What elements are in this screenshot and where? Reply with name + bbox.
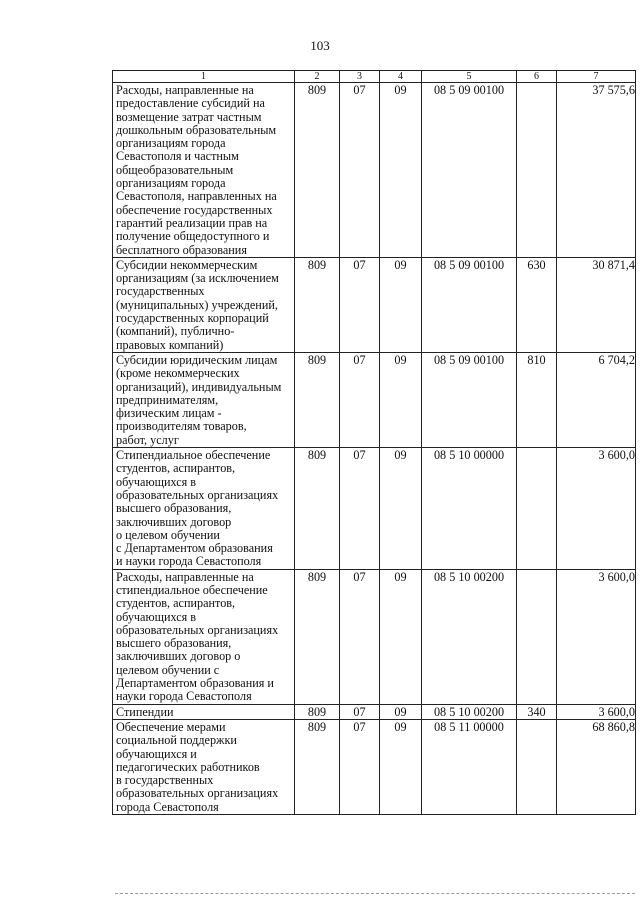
page-number: 103 <box>310 38 330 53</box>
cell-target-article: 08 5 10 00200 <box>422 704 517 719</box>
cell-amount: 30 871,4 <box>557 257 636 352</box>
cell-target-article: 08 5 11 00000 <box>422 719 517 814</box>
cell-amount: 3 600,0 <box>557 569 636 704</box>
row-name: Расходы, направленные на стипендиальное обеспечение студентов, аспирантов, обучающихся в образовательных организациях высшего образования, заключивших договор о целевом обучении с Департаментом образования и науки города Севастополя <box>113 569 295 704</box>
row-name: Стипендиальное обеспечение студентов, аспирантов, обучающихся в образовательных организациях высшего образования, заключивших договор о целевом обучении с Департаментом образования и науки города Севастополя <box>113 448 295 570</box>
column-header: 5 <box>422 71 517 83</box>
cell-ministry-code: 809 <box>295 352 340 447</box>
budget-table <box>112 70 636 815</box>
cell-subsection: 09 <box>380 257 422 352</box>
row-name: Субсидии юридическим лицам (кроме некоммерческих организаций), индивидуальным предпринимателям, физическим лицам - производителям товаров, работ, услуг <box>113 352 295 447</box>
cell-ministry-code: 809 <box>295 569 340 704</box>
cell-subsection: 09 <box>380 352 422 447</box>
cell-section: 07 <box>340 704 380 719</box>
cell-subsection: 09 <box>380 704 422 719</box>
table-row <box>113 719 636 814</box>
cell-amount: 3 600,0 <box>557 704 636 719</box>
cell-target-article: 08 5 10 00200 <box>422 569 517 704</box>
cell-amount: 6 704,2 <box>557 352 636 447</box>
table-row <box>113 448 636 570</box>
table-row <box>113 569 636 704</box>
row-name: Субсидии некоммерческим организациям (за исключением государственных (муниципальных) учреждений, государственных корпораций (компаний), публично- правовых компаний) <box>113 257 295 352</box>
cell-target-article: 08 5 09 00100 <box>422 83 517 258</box>
row-name: Стипендии <box>113 704 295 719</box>
cell-target-article: 08 5 09 00100 <box>422 257 517 352</box>
cell-ministry-code: 809 <box>295 257 340 352</box>
row-name: Расходы, направленные на предоставление субсидий на возмещение затрат частным дошкольным образовательным организациям города Севастополя и частным общеобразовательным организациям города Севастополя, направленных на обеспечение государственных гарантий реализации прав на получение общедоступного и бесплатного образования <box>113 83 295 258</box>
table-header-row <box>113 71 636 83</box>
cell-section: 07 <box>340 719 380 814</box>
cell-expense-type <box>517 569 557 704</box>
cell-ministry-code: 809 <box>295 83 340 258</box>
cell-amount: 3 600,0 <box>557 448 636 570</box>
cell-section: 07 <box>340 352 380 447</box>
cell-target-article: 08 5 09 00100 <box>422 352 517 447</box>
cell-subsection: 09 <box>380 448 422 570</box>
cell-ministry-code: 809 <box>295 704 340 719</box>
column-header: 1 <box>113 71 295 83</box>
table-row <box>113 704 636 719</box>
column-header: 7 <box>557 71 636 83</box>
column-header: 2 <box>295 71 340 83</box>
cell-expense-type: 810 <box>517 352 557 447</box>
cell-subsection: 09 <box>380 569 422 704</box>
cell-section: 07 <box>340 569 380 704</box>
table-row <box>113 257 636 352</box>
cell-expense-type <box>517 83 557 258</box>
cell-section: 07 <box>340 448 380 570</box>
cell-expense-type: 630 <box>517 257 557 352</box>
column-header: 6 <box>517 71 557 83</box>
cell-target-article: 08 5 10 00000 <box>422 448 517 570</box>
cell-amount: 68 860,8 <box>557 719 636 814</box>
cell-subsection: 09 <box>380 719 422 814</box>
cell-amount: 37 575,6 <box>557 83 636 258</box>
bottom-divider <box>115 893 635 894</box>
cell-expense-type: 340 <box>517 704 557 719</box>
cell-section: 07 <box>340 257 380 352</box>
row-name: Обеспечение мерами социальной поддержки обучающихся и педагогических работников в государственных образовательных организациях города Севастополя <box>113 719 295 814</box>
cell-expense-type <box>517 719 557 814</box>
cell-ministry-code: 809 <box>295 448 340 570</box>
column-header: 4 <box>380 71 422 83</box>
column-header: 3 <box>340 71 380 83</box>
cell-section: 07 <box>340 83 380 258</box>
cell-expense-type <box>517 448 557 570</box>
cell-ministry-code: 809 <box>295 719 340 814</box>
cell-subsection: 09 <box>380 83 422 258</box>
table-row <box>113 83 636 258</box>
table-row <box>113 352 636 447</box>
